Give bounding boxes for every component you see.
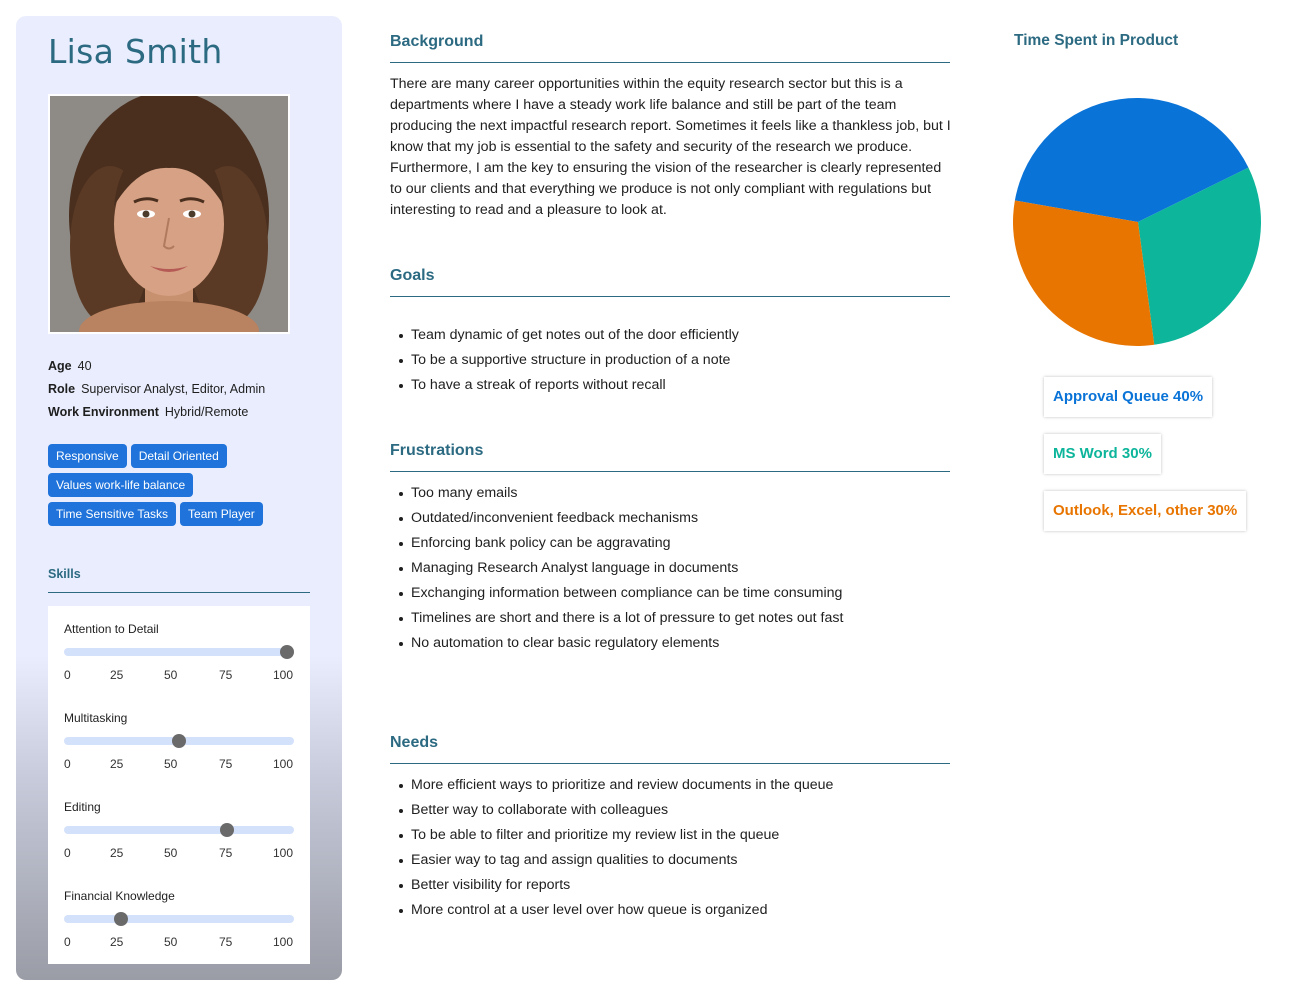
work-environment-value: Hybrid/Remote [164,405,249,419]
skill-slider[interactable] [64,648,294,656]
slider-tick-label: 75 [219,846,233,860]
list-item: Exchanging information between compliance can be time consuming [411,585,851,602]
role-label: Role [48,382,76,396]
skill-financial-knowledge [64,873,294,962]
slider-tick-label: 0 [64,668,71,682]
slider-ticks [64,668,294,682]
slider-ticks [64,846,294,860]
skill-multitasking [64,695,294,784]
slider-knob[interactable] [114,912,128,926]
slider-tick-label: 75 [219,757,233,771]
slider-tick-label: 25 [110,668,124,682]
slider-tick-label: 50 [164,668,178,682]
slider-tick-label: 25 [110,935,124,949]
tag-detail-oriented: Detail Oriented [131,444,227,468]
tag-responsive: Responsive [48,444,127,468]
slider-ticks [64,935,294,949]
slider-tick-label: 75 [219,668,233,682]
list-item: Managing Research Analyst language in documents [411,560,851,577]
slider-tick-label: 0 [64,935,71,949]
work-environment-row [48,404,265,427]
slider-tick-label: 0 [64,757,71,771]
skills-card [48,606,310,964]
slider-ticks [64,757,294,771]
skill-label: Attention to Detail [64,622,159,636]
slider-knob[interactable] [172,734,186,748]
slider-tick-label: 25 [110,846,124,860]
legend-ms-word: MS Word 30% [1044,434,1161,474]
slider-tick-label: 0 [64,846,71,860]
list-item: Timelines are short and there is a lot of pressure to get notes out fast [411,610,851,627]
frustrations-heading: Frustrations [390,442,484,459]
chart-title: Time Spent in Product [1014,32,1179,49]
background-text: There are many career opportunities within the equity research sector but this is a departments where I have a steady work life balance and still be part of the team producing the next impactful research report. Sometimes it feels like a thankless job, but I know that my job is essential to the safety and security of the research we produce. Furthermore, I am the key to ensuring the vision of the researcher is clearly represented to our clients and that everything we produce is not only compliant with regulations but interesting to read and a pleasure to look at. [390,76,951,218]
list-item: Easier way to tag and assign qualities to documents [411,852,833,869]
goals-heading: Goals [390,267,435,284]
goals-list [390,327,739,402]
needs-heading: Needs [390,734,439,751]
list-item: To be a supportive structure in production of a note [411,352,739,369]
role-row [48,381,265,404]
goals-divider [390,296,950,297]
list-item: Team dynamic of get notes out of the door efficiently [411,327,739,343]
list-item: More control at a user level over how queue is organized [411,902,833,919]
skill-slider[interactable] [64,826,294,834]
list-item: Enforcing bank policy can be aggravating [411,535,851,552]
slider-tick-label: 100 [273,846,294,860]
slider-tick-label: 50 [164,935,178,949]
skill-attention-to-detail [64,606,294,695]
skills-heading: Skills [48,567,81,581]
list-item: Better visibility for reports [411,877,833,894]
list-item: Too many emails [411,485,851,502]
slider-knob[interactable] [280,645,294,659]
skill-label: Financial Knowledge [64,889,175,903]
background-divider [390,62,950,63]
skill-label: Editing [64,800,101,814]
age-value: 40 [77,359,92,373]
list-item: No automation to clear basic regulatory elements [411,635,851,652]
skill-slider[interactable] [64,737,294,745]
persona-sidebar [16,16,342,980]
tag-time-sensitive: Time Sensitive Tasks [48,502,176,526]
frustrations-list [390,485,851,660]
age-label: Age [48,359,72,373]
persona-facts [48,358,265,427]
list-item: To be able to filter and prioritize my review list in the queue [411,827,833,844]
age-row [48,358,265,381]
role-value: Supervisor Analyst, Editor, Admin [81,382,266,396]
list-item: To have a streak of reports without recall [411,377,739,394]
time-spent-pie-chart [1011,96,1263,348]
slider-tick-label: 50 [164,846,178,860]
skill-label: Multitasking [64,711,128,725]
legend-outlook-excel-other: Outlook, Excel, other 30% [1044,491,1246,531]
list-item: More efficient ways to prioritize and review documents in the queue [411,777,834,793]
pie-slice-outlook-excel-other [1013,200,1154,346]
tag-work-life-balance: Values work-life balance [48,473,193,497]
needs-divider [390,763,950,764]
persona-tags [48,444,328,531]
slider-knob[interactable] [220,823,234,837]
persona-name: Lisa Smith [48,32,223,71]
slider-tick-label: 50 [164,757,178,771]
background-heading: Background [390,33,484,50]
skill-slider[interactable] [64,915,294,923]
slider-tick-label: 75 [219,935,233,949]
needs-list [390,777,833,927]
slider-tick-label: 100 [273,757,294,771]
skills-divider [48,592,310,593]
work-environment-label: Work Environment [48,405,159,419]
skill-editing [64,784,294,873]
list-item: Better way to collaborate with colleagues [411,802,833,819]
frustrations-divider [390,471,950,472]
persona-photo [48,94,290,334]
slider-tick-label: 100 [273,935,294,949]
slider-tick-label: 25 [110,757,124,771]
tag-team-player: Team Player [180,502,263,526]
legend-approval-queue: Approval Queue 40% [1044,377,1212,417]
slider-tick-label: 100 [273,668,294,682]
list-item: Outdated/inconvenient feedback mechanisms [411,510,851,527]
